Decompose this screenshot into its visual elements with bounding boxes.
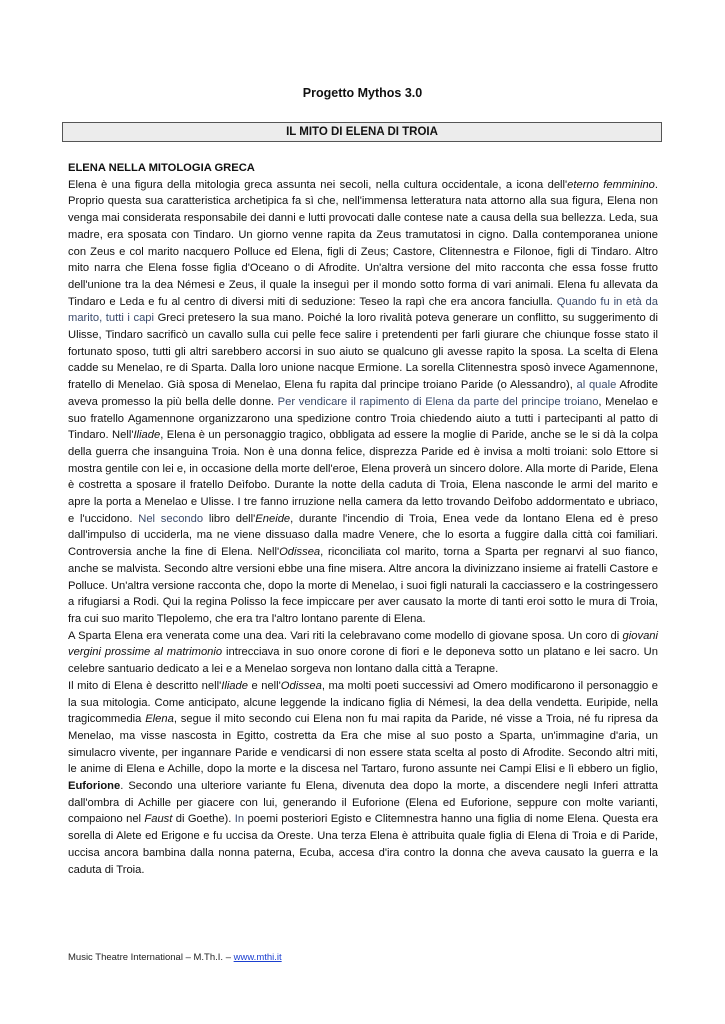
document-title-box: IL MITO DI ELENA DI TROIA <box>62 122 662 142</box>
emphasis-text: Elena <box>145 713 174 726</box>
text-run: A Sparta Elena era venerata come una dea. Vari riti la celebravano come modello di giovane sposa. Un coro di <box>68 629 623 642</box>
page-title: Progetto Mythos 3.0 <box>302 86 423 100</box>
emphasis-text: Odissea <box>279 546 321 559</box>
text-run: , Menelao e suo fratello Agamennone organizzarono una spedizione contro Troia chiedendo aiuto a tutti i partecipanti al patto di Tindaro. Nell' <box>68 395 658 442</box>
paragraph-later-versions <box>68 678 658 878</box>
text-run: intrecciava in suo onore corone di fiori e le deponeva sotto un platano e lei sacro. Un celebre santuario dedicato a lei e a Menelao sorgeva non lontano dalla città a Terapne. <box>68 646 658 676</box>
paragraph-mythology <box>68 177 658 628</box>
text-run: , Elena è un personaggio tragico, obbligata ad essere la moglie di Paride, anche se le si dà la colpa della guerra che insanguina Troia. Non è una donna felice, disprezza Paride ed è invisa a molti troiani: solo Ettore si mostra gentile con lei e, in occasione della morte dell'eroe, Elena proverà un sincero dolore. Alla morte di Paride, Elena è costretta a sposare il fratello Deìfobo. Durante la notte della caduta di Troia, Elena nasconde le armi del marito e apre la porta a Menelao e Ulisse. I tre fanno irruzione nella camera da letto trovando Deìfobo addormentato e ubriaco, e l'uccidono. <box>68 429 658 525</box>
emphasis-text: Faust <box>144 813 173 826</box>
footer-link[interactable]: www.mthi.it <box>233 952 282 963</box>
text-run-highlight: al quale <box>576 379 617 392</box>
footer-text: Music Theatre International – M.Th.I. – <box>68 952 234 963</box>
text-run: . Proprio questa sua caratteristica archetipica fa sì che, nell'immensa letteratura nata attorno alla sua figura, Elena non venga mai considerata responsabile dei danni e lutti provocati dalle contese nate a causa della sua bellezza. Leda, sua madre, era sposata con Tindaro. Un giorno venne rapita da Zeus tramutatosi in cigno. Dalla contemporanea unione con Zeus e col marito nacquero Polluce ed Elena, figli di Zeus; Castore, Clitennestra e Filonoe, figli di Tindaro. Altro mito narra che Elena fosse figlia d'Oceano o di Afrodite. Un'altra versione del mito racconta che essa fosse frutto dell'unione tra la dea Némesi e Zeus, il quale la inseguì per il mondo sotto forma di vari animali. Elena fu allevata da Tindaro e Leda e fu al centro di diversi miti di seduzione: Teseo la rapì che era ancora fanciulla. <box>68 178 658 308</box>
text-run: libro dell' <box>203 512 256 525</box>
text-run: di Goethe). <box>172 813 235 826</box>
emphasis-text: Eneide <box>255 512 291 525</box>
text-run: , segue il mito secondo cui Elena non fu mai rapita da Paride, né visse a Troia, né fu ripresa da Menelao, ma visse nascosta in Egitto, costretta da Era che mise al suo posto a Sparta, un'immagine d'aria, un simulacro vivente, per ingannare Paride e vendicarsi di non essere stata scelta al posto di Afrodite. Secondo altri miti, le anime di Elena e Achille, dopo la morte e la discesa nel Tartaro, furono assunte nei Campi Elisi e lì ebbero un figlio, <box>68 713 658 776</box>
page-footer <box>68 952 282 963</box>
emphasis-text: Iliade <box>133 429 161 442</box>
text-run: Afrodite aveva promesso la più bella delle donne. <box>68 379 659 408</box>
emphasis-text: eterno femminino <box>567 178 655 191</box>
text-run: Il mito di Elena è descritto nell' <box>68 679 222 692</box>
text-run: . Secondo una ulteriore variante fu Elena, divenuta dea dopo la morte, a discendere negli Inferi attratta dall'ombra di Achille per giacere con lui, generando il Euforione (Elena ed Euforione, seppure con molte varianti, compaiono nel <box>68 780 658 826</box>
document-body <box>68 160 658 878</box>
text-run: e nell' <box>247 679 281 692</box>
text-run-highlight: Nel secondo <box>138 512 204 525</box>
emphasis-text: Iliade <box>221 679 248 692</box>
text-run: Elena è una figura della mitologia greca assunta nei secoli, nella cultura occidentale, a icona dell' <box>68 178 568 191</box>
text-run-highlight: In <box>234 813 245 826</box>
bold-text: Euforione <box>68 780 121 793</box>
text-run: , ma molti poeti successivi ad Omero modificarono il personaggio e la sua mitologia. Come anticipato, alcune leggende la indicano figlia di Némesi, la dea della vendetta. Euripide, nella tragicommedia <box>68 679 658 726</box>
emphasis-text: Odissea <box>280 679 322 692</box>
text-run: Greci pretesero la sua mano. Poiché la loro rivalità poteva generare un conflitto, su suggerimento di Ulisse, Tindaro sacrificò un cavallo sulla cui pelle fece salire i pretendenti per farli giurare che chiunque fosse stato il fortunato sposo, tutti gli altri sarebbero accorsi in suo aiuto se qualcuno gli avesse rapito la sposa. La scelta di Elena cadde su Menelao, re di Sparta. Dalla loro unione nacque Ermione. La sorella Clitennestra sposò invece Agamennone, fratello di Menelao. Già sposa di Menelao, Elena fu rapita dal principe troiano Paride (o Alessandro), <box>68 312 659 392</box>
section-heading: ELENA NELLA MITOLOGIA GRECA <box>68 162 255 174</box>
paragraph-sparta-cult <box>68 628 658 678</box>
text-run: , riconciliata col marito, torna a Sparta per regnarvi al suo fianco, anche se malvista. Secondo altre versioni ebbe una fine misera. Altre ancora la divinizzano insieme ai fratelli Castore e Polluce. Un'altra versione racconta che, dopo la morte di Menelao, i suoi figli naturali la cacciassero e la costringessero a rifugiarsi a Rodi. Qui la regina Polisso la fece impiccare per aver causato la morte di tanti eroi sotto le mura di Troia, fra cui suo marito Tlepolemo, che era tra l'altro lontano parente di Elena. <box>68 546 658 625</box>
text-run: , durante l'incendio di Troia, Enea vede da lontano Elena ed è preso dall'impulso di ucciderla, ma ne viene dissuaso dalla madre Venere, che lo esorta a fuggire dalla città coi familiari. Controversia anche la fine di Elena. Nell' <box>68 512 658 559</box>
text-run-highlight: Per vendicare il rapimento di Elena da parte del principe troiano <box>277 395 599 408</box>
text-run-highlight: Quando fu in età da marito, tutti i capi <box>68 295 658 325</box>
text-run: poemi posteriori Egisto e Clitemnestra hanno una figlia di nome Elena. Questa era sorella di Alete ed Erigone e fu uccisa da Oreste. Una terza Elena è attribuita quale figlia di Elena di Troia e di Paride, uccisa ancora bambina dalla nonna paterna, Ecuba, accesa d'ira contro la donna che aveva causato la guerra e la caduta di Troia. <box>68 813 658 876</box>
emphasis-text: giovani vergini prossime al matrimonio <box>68 629 658 659</box>
